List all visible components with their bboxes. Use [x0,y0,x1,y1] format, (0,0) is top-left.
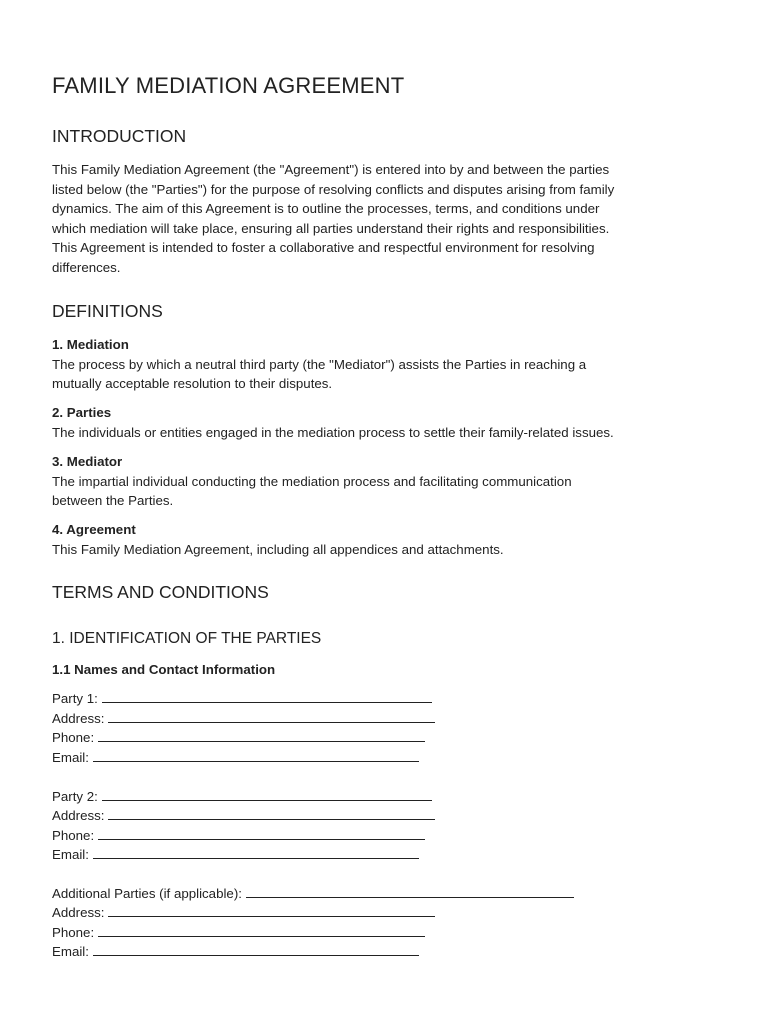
field-label: Address: [52,711,105,726]
field-label: Address: [52,808,105,823]
definition-desc-line: mutually acceptable resolution to their disputes. [52,376,333,391]
field-label: Phone: [52,730,95,745]
party1-phone-blank[interactable] [98,729,425,742]
definition-mediation [52,335,732,394]
introduction-paragraph [52,160,732,277]
additional-address-blank[interactable] [108,904,435,917]
document-title: FAMILY MEDIATION AGREEMENT [52,73,405,98]
additional-phone-field[interactable] [52,923,425,943]
field-label: Phone: [52,828,95,843]
definition-mediator [52,452,732,511]
field-label: Address: [52,905,105,920]
intro-line: This Agreement is intended to foster a collaborative and respectful environment for resolving [52,240,595,255]
definition-term: 2. Parties [52,405,112,420]
definition-desc-line: The impartial individual conducting the mediation process and facilitating communication [52,473,572,489]
party2-address-blank[interactable] [108,807,435,820]
party2-address-field[interactable] [52,806,435,826]
party2-email-blank[interactable] [93,846,419,859]
contact-info-heading: 1.1 Names and Contact Information [52,662,276,677]
introduction-heading: INTRODUCTION [52,126,187,146]
definition-term: 1. Mediation [52,337,129,352]
field-label: Additional Parties (if applicable): [52,886,242,901]
definition-parties [52,403,732,442]
field-label: Phone: [52,925,95,940]
field-label: Party 2: [52,789,98,804]
party1-name-field[interactable] [52,689,432,709]
terms-heading: TERMS AND CONDITIONS [52,582,269,602]
party2-phone-field[interactable] [52,826,425,846]
party2-phone-blank[interactable] [98,827,425,840]
party1-phone-field[interactable] [52,728,425,748]
definition-desc-line: The individuals or entities engaged in the mediation process to settle their family-related issues. [52,424,614,440]
party2-email-field[interactable] [52,845,419,865]
intro-line: dynamics. The aim of this Agreement is to outline the processes, terms, and conditions under [52,201,600,216]
intro-line: listed below (the "Parties") for the purpose of resolving conflicts and disputes arising from family [52,181,615,197]
intro-line: which mediation will take place, ensuring all parties understand their rights and responsibilities. [52,220,610,236]
party2-name-blank[interactable] [102,788,432,801]
field-label: Email: [52,847,89,862]
party1-name-blank[interactable] [102,690,432,703]
identification-heading: 1. IDENTIFICATION OF THE PARTIES [52,630,322,647]
definition-desc-line: This Family Mediation Agreement, including all appendices and attachments. [52,541,504,557]
definition-desc-line: between the Parties. [52,493,174,508]
field-label: Party 1: [52,691,98,706]
intro-line: This Family Mediation Agreement (the "Agreement") is entered into by and between the parties [52,162,610,177]
definition-term: 4. Agreement [52,522,136,537]
additional-address-field[interactable] [52,903,435,923]
additional-phone-blank[interactable] [98,924,425,937]
party1-email-field[interactable] [52,748,419,768]
field-label: Email: [52,750,89,765]
additional-parties-field[interactable] [52,884,574,904]
definition-term: 3. Mediator [52,454,123,469]
field-label: Email: [52,944,89,959]
party1-address-field[interactable] [52,709,435,729]
additional-email-blank[interactable] [93,943,419,956]
party1-email-blank[interactable] [93,749,419,762]
definitions-heading: DEFINITIONS [52,301,163,321]
party2-name-field[interactable] [52,787,432,807]
definition-agreement [52,520,732,559]
additional-parties-blank[interactable] [246,885,574,898]
definition-desc-line: The process by which a neutral third party (the "Mediator") assists the Parties in reaching a [52,356,587,372]
party1-address-blank[interactable] [108,710,435,723]
intro-line: differences. [52,259,121,275]
additional-email-field[interactable] [52,942,419,962]
